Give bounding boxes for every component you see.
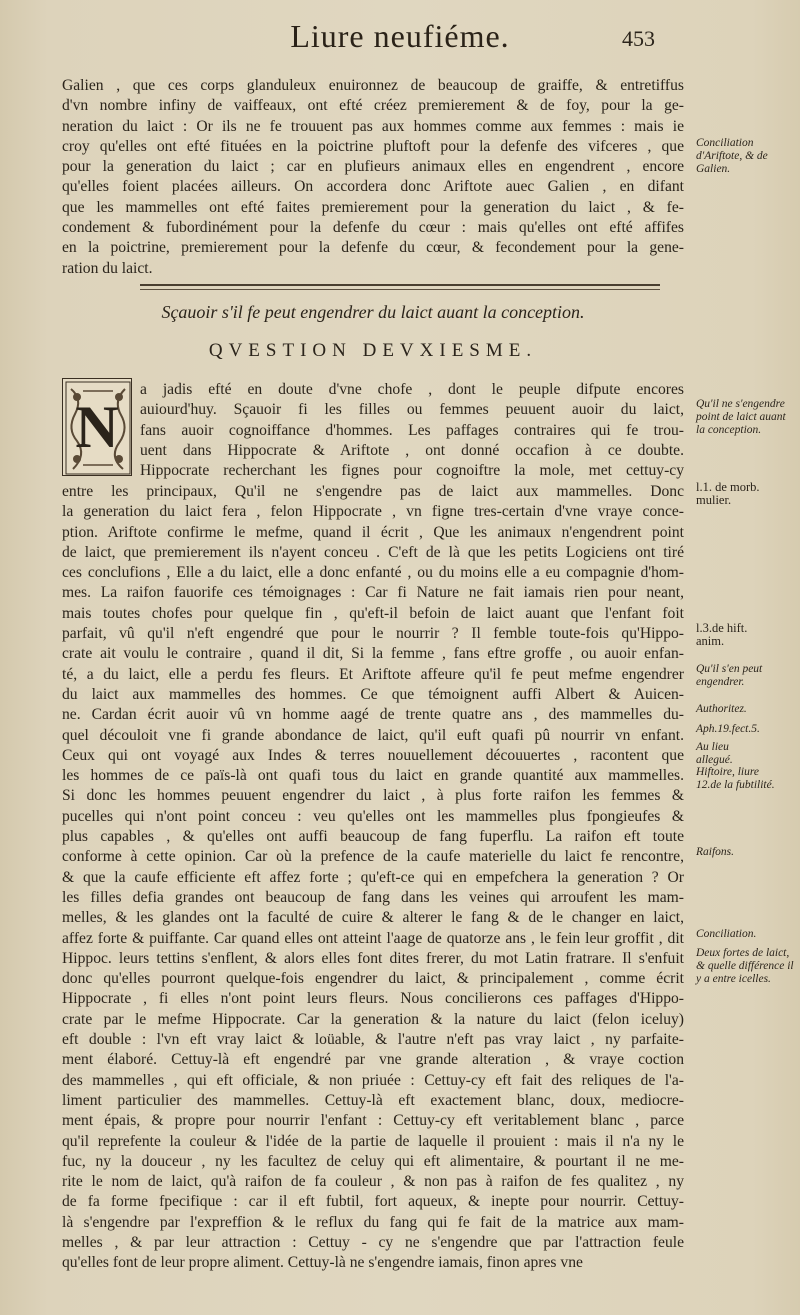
- text-line: qu'elles font de leur propre aliment. Cettuy-là ne s'engendre iamais, finon apres vne: [62, 1254, 583, 1272]
- margin-note-quil-ne: Qu'il ne s'engendre point de laict auant la conception.: [696, 398, 786, 436]
- text-line: eft double : l'vn eft vray laict & loüable, & l'autre n'eft pas vray laict , ny parfaite-: [62, 1031, 684, 1049]
- text-line: que les mammelles ont efté faites premierement pour la generation du laict , & fe-: [62, 198, 684, 216]
- top-paragraph: [62, 76, 684, 279]
- margin-note-conciliation-2: Conciliation.: [696, 928, 757, 940]
- text-line: a jadis efté en doute d'vne chofe , dont le peuple difpute encores: [140, 381, 684, 398]
- section-divider: [140, 284, 660, 286]
- text-line: Si donc les hommes peuuent engendrer du laict , à plus forte raifon les femmes &: [62, 787, 684, 805]
- text-line: té, a du laict, elle a perdu fes fleurs. Et Ariftote affeure qu'il fe peut mefme engendrer: [62, 665, 684, 683]
- text-line: quel découloit vne fi grande abondance de laict, qu'il euft quafi pû nourrir vn enfant.: [62, 726, 684, 744]
- text-line: les hommes de ce païs-là ont quafi tous du laict en grande quantité aux mammelles.: [62, 767, 684, 785]
- text-line: mes. La raifon fauorife ces témoignages : Car fi Nature ne fait iamais rien pour neant,: [62, 584, 684, 602]
- text-line: liment particulier des mammelles. Cettuy-là eft exactement blanc, doux, mediocre-: [62, 1091, 684, 1109]
- text-line: ration du laict.: [62, 259, 153, 277]
- text-line: crate ait voulu le contraire , quand il dit, Si la femme , fans eftre groffe , ou auoir enfan-: [62, 645, 684, 663]
- text-line: Galien , que ces corps glanduleux enuironnez de beaucoup de graiffe, & entretiffus: [62, 77, 684, 94]
- text-line: des mammelles , qui eft officiale, & non priuée : Cettuy-cy eft fait des reliques de l'a-: [62, 1071, 684, 1089]
- text-line: pucelles qui n'ont point conceu : veu qu'elles ont les mammelles plus fpongieufes &: [62, 807, 684, 825]
- text-line: fans auoir cognoiffance d'hommes. Les paffages contraires qui fe trou-: [140, 421, 684, 439]
- text-line: Hippocrate recherchant les fignes pour cognoiftre la mole, met cettuy-cy: [140, 462, 684, 480]
- margin-note-au-lieu: Au lieu allegué.: [696, 741, 733, 766]
- text-line: de laict, que premierement ils n'ayent conceu . C'eft de là que les petits Logiciens ont tiré: [62, 543, 684, 561]
- text-line: affez forte & puiffante. Car quand elles ont atteint l'aage de quatorze ans , le fein leur groffit , dit: [62, 929, 684, 947]
- text-line: uent dans Hippocrate & Ariftote , ont donné occafion à ce doubte.: [140, 441, 684, 459]
- text-line: rite le nom de laict, qu'à raifon de fa couleur , & non pas à raifon de fes qualitez , ny: [62, 1173, 684, 1191]
- text-line: qu'il reprefente la couleur & l'idée de la partie de laquelle il prouient : mais il n'a ny le: [62, 1132, 684, 1150]
- text-line: auiourd'huy. Sçauoir fi les filles ou femmes peuuent auoir du laict,: [140, 401, 684, 419]
- text-line: en la poictrine, premierement pour la defenfe du cœur, & fecondement pour la gene-: [62, 239, 684, 257]
- margin-note-ref-hist: l.3.de hift. anim.: [696, 621, 748, 648]
- text-line: pour la generation du laict ; car en plufieurs animaux elles en engendrent , encore: [62, 158, 684, 176]
- section-divider-thin: [140, 289, 660, 290]
- text-line: mais toutes chofes pour quelque fin , qu'eft-il befoin de laict auant que l'enfant foit: [62, 604, 684, 622]
- section-title: Sçauoir s'il fe peut engendrer du laict auant la conception.: [161, 302, 585, 322]
- text-line: parfait, vû qu'il n'eft engendré que pour le nourrir ? Il femble toute-fois qu'Hippo-: [62, 625, 684, 643]
- text-line: crate par le mefme Hippocrate. Car la generation & la nature du laict (felon iceluy): [62, 1010, 684, 1028]
- text-line: donc qu'elles pourront quelque-fois engendrer du laict, & principalement , comme écrit: [62, 970, 684, 988]
- margin-note-ref-morb: l.1. de morb. mulier.: [696, 480, 760, 507]
- margin-note-aph: Aph.19.fect.5.: [696, 723, 760, 735]
- text-line: là s'engendre par l'expreffion & le reflux du fang qui fe fait de la matrice aux mam-: [62, 1213, 684, 1231]
- dropcap-letter: N: [75, 393, 119, 460]
- text-line: Hippoc. leurs tettins s'enflent, & alors elles font dites frerer, du mot Latin fratrare. Il s'enfuit: [62, 949, 684, 967]
- text-line: ne. Cardan écrit auoir vû vn homme aagé de trente quatre ans , des mammelles du-: [62, 706, 684, 724]
- text-line: la generation du laict fera , felon Hippocrate , vn figne tres-certain d'vne vraye conce-: [62, 503, 684, 521]
- text-line: les filles defia grandes ont beaucoup de fang dans les veines qui arroufent les mam-: [62, 888, 684, 906]
- text-line: melles, & les glandes ont la faculté de cuire & alterer le fang & de le changer en laict,: [62, 909, 684, 927]
- text-line: de fa forme fpecifique : car il eft fubtil, fort aqueux, & inepte pour nourrir. Cettuy-: [62, 1193, 684, 1211]
- text-line: condement & fubordinément pour la defenfe du cœur : mais qu'elles ont efté affifes: [62, 219, 684, 237]
- text-line: ment épais, & propre pour nourrir l'enfant : Cettuy-cy eft veritablement blanc , parce: [62, 1112, 684, 1130]
- margin-note-deux-sortes: Deux fortes de laict, & quelle différence il y a entre icelles.: [696, 947, 794, 985]
- text-line: fuc, ny la douceur , ny les facultez de celuy qui eft alimentaire, & pourtant il ne me-: [62, 1152, 684, 1170]
- text-line: plus capables , & qu'elles ont auffi beaucoup de fang fuperflu. La raifon eft toute: [62, 828, 684, 846]
- margin-note-authoritez: Authoritez.: [696, 703, 747, 715]
- text-line: qu'elles foient placées ailleurs. On accordera donc Ariftote auec Galien , en difant: [62, 178, 684, 196]
- margin-note-quil-sen-peut: Qu'il s'en peut engendrer.: [696, 663, 763, 688]
- page-number: 453: [622, 26, 655, 51]
- text-line: & que la caufe efficiente eft affez forte ; qu'eft-ce qui en empefchera la generation ? Or: [62, 868, 684, 886]
- margin-note-conciliation: Conciliation d'Ariftote, & de Galien.: [696, 137, 768, 175]
- running-title: Liure neufiéme.: [290, 18, 510, 54]
- main-paragraph: [62, 482, 684, 1274]
- text-line: ption. Ariftote confirme le mefme, quand il écrit , Que les animaux n'engendrent point: [62, 523, 684, 541]
- text-line: entre les principaux, Qu'il ne s'engendre pas de laict aux mammelles. Donc: [62, 483, 684, 500]
- text-line: du laict aux mammelles des hommes. Ce que témoignent auffi Albert & Auicen-: [62, 685, 684, 703]
- text-line: ment élaboré. Cettuy-là eft engendré par vne grande alteration , & vraye coction: [62, 1051, 684, 1069]
- margin-note-raisons: Raifons.: [696, 846, 735, 858]
- question-heading: QVESTION DEVXIESME.: [208, 340, 538, 361]
- main-paragraph-indented: [140, 380, 684, 481]
- text-line: melles , & par leur attraction : Cettuy - cy ne s'engendre que par l'attraction feule: [62, 1233, 684, 1251]
- text-line: Hippocrate , fi elles n'ont point leurs fleurs. Nous concilierons ces paffages d'Hippo-: [62, 990, 684, 1008]
- ornamental-dropcap: [62, 378, 132, 476]
- text-line: d'vn nombre infiny de vaiffeaux, ont efté créez premierement & de foy, pour la ge-: [62, 97, 684, 115]
- margin-note-histoire: Hiftoire, liure 12.de la fubtilité.: [696, 766, 775, 791]
- text-line: neration du laict : Or ils ne fe trouuent pas aux hommes comme aux femmes : mais ie: [62, 117, 684, 135]
- text-line: Ceux qui ont voyagé aux Indes & terres nouuellement découuertes , racontent que: [62, 746, 684, 764]
- text-line: conforme à cette opinion. Car où la prefence de la caufe materielle du laict fe rencontre,: [62, 848, 684, 866]
- text-line: croy qu'elles ont efté fituées en la poictrine pluftoft pour la defenfe des vifceres , que: [62, 137, 684, 155]
- text-line: ces conclufions , Elle a du laict, elle a donc enfanté , ou du moins elle a eu compagnie d'hom-: [62, 564, 684, 582]
